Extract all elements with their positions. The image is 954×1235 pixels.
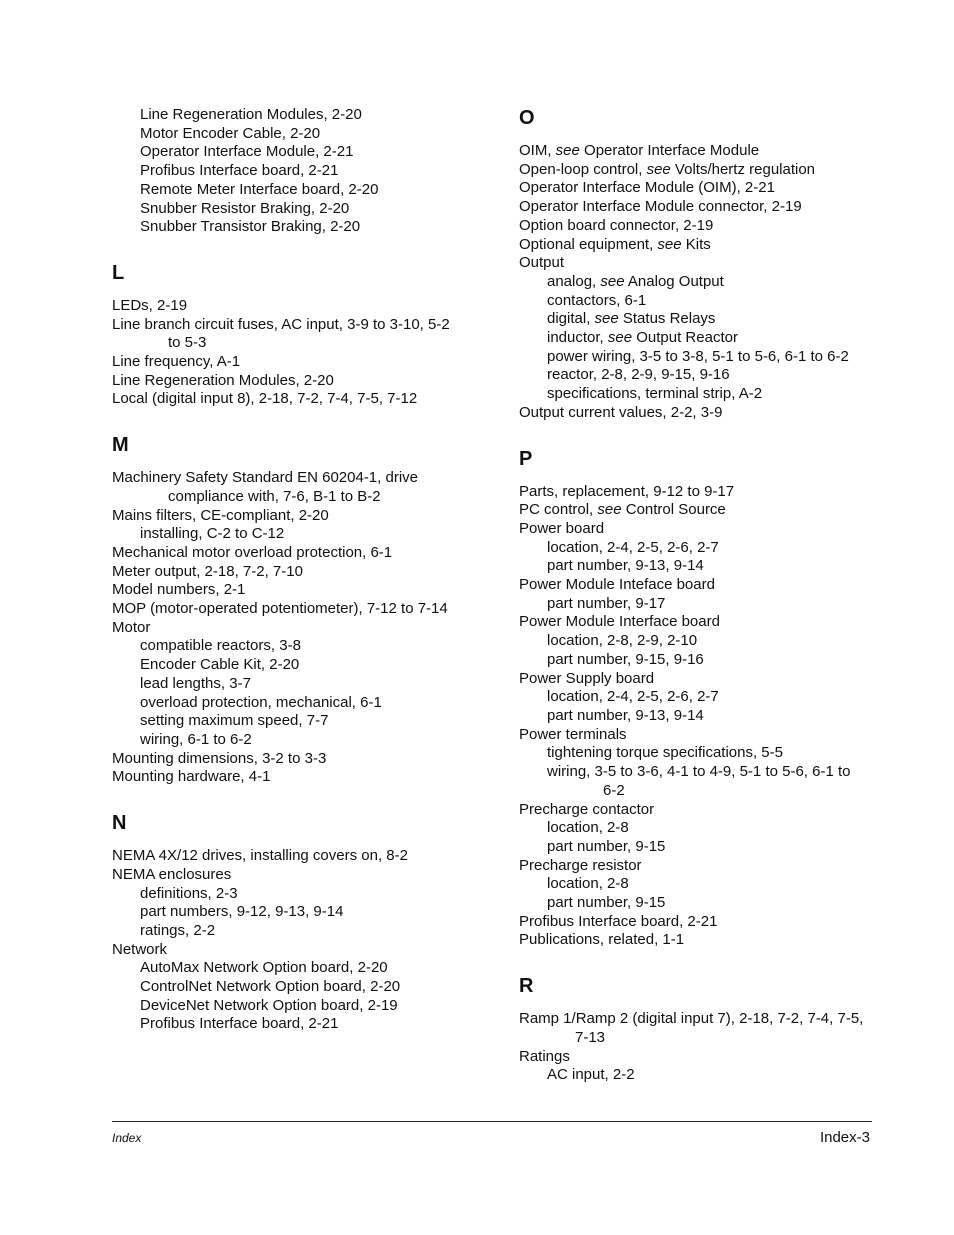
index-subentry [519, 1066, 879, 1085]
entry-text: specifications, terminal strip, A-2 [547, 385, 763, 403]
entry-text: Model numbers, 2-1 [112, 581, 246, 599]
index-entry [519, 198, 879, 217]
see-reference: see [600, 272, 625, 290]
see-reference: see [597, 501, 622, 519]
index-subentry [519, 348, 879, 367]
index-entry [112, 847, 492, 866]
index-entry-continuation [519, 782, 879, 801]
index-entry [519, 501, 879, 520]
index-column-left [112, 106, 492, 1034]
index-subentry [519, 651, 879, 670]
entry-text: Machinery Safety Standard EN 60204-1, drive [112, 469, 418, 487]
index-entry [519, 520, 879, 539]
index-entry [112, 600, 492, 619]
index-entry [519, 857, 879, 876]
entry-text: AC input, 2-2 [547, 1066, 635, 1084]
index-entry [112, 581, 492, 600]
index-column-right [519, 106, 879, 1085]
index-subentry [112, 885, 492, 904]
index-entry [519, 913, 879, 932]
entry-text: Motor [112, 618, 151, 636]
entry-text: lead lengths, 3-7 [140, 674, 251, 692]
index-subentry [112, 525, 492, 544]
entry-text: Volts/hertz regulation [670, 160, 816, 178]
index-entry [519, 576, 879, 595]
entry-text: wiring, 6-1 to 6-2 [140, 730, 252, 748]
entry-text: Mounting dimensions, 3-2 to 3-3 [112, 749, 327, 767]
index-subentry [112, 731, 492, 750]
entry-text: part number, 9-15 [547, 837, 666, 855]
index-subentry [112, 125, 492, 144]
entry-text: 7-13 [575, 1028, 606, 1046]
entry-text: OIM, [519, 142, 556, 159]
index-entry [112, 297, 492, 316]
entry-text: Precharge resistor [519, 856, 642, 874]
entry-text: compatible reactors, 3-8 [140, 637, 301, 655]
entry-text: Meter output, 2-18, 7-2, 7-10 [112, 562, 303, 580]
entry-text: Publications, related, 1-1 [519, 931, 685, 949]
index-entry [519, 254, 879, 273]
entry-text: ControlNet Network Option board, 2-20 [140, 978, 401, 996]
entry-text: Power Module Inteface board [519, 576, 715, 594]
entry-text: overload protection, mechanical, 6-1 [140, 693, 382, 711]
index-subentry [519, 819, 879, 838]
entry-text: Profibus Interface board, 2-21 [140, 1015, 339, 1033]
index-entry [112, 507, 492, 526]
entry-text: inductor, [547, 329, 608, 347]
index-section-letter: R [519, 975, 534, 998]
index-subentry [112, 637, 492, 656]
index-entry [519, 1010, 879, 1029]
entry-text: LEDs, 2-19 [112, 296, 188, 314]
index-subentry [112, 959, 492, 978]
entry-text: Operator Interface Module (OIM), 2-21 [519, 179, 775, 197]
entry-text: Line Regeneration Modules, 2-20 [140, 106, 362, 123]
entry-text: Operator Interface Module connector, 2-19 [519, 198, 802, 216]
index-entry [519, 161, 879, 180]
entry-text: MOP (motor-operated potentiometer), 7-12 to 7-14 [112, 600, 448, 618]
entry-text: Ratings [519, 1047, 570, 1065]
entry-text: Precharge contactor [519, 800, 655, 818]
entry-text: Line branch circuit fuses, AC input, 3-9 to 3-10, 5-2 [112, 315, 450, 333]
entry-text: part number, 9-17 [547, 594, 666, 612]
entry-text: Power board [519, 519, 605, 537]
entry-text: Kits [681, 235, 711, 253]
entry-text: contactors, 6-1 [547, 291, 647, 309]
entry-text: Analog Output [624, 272, 724, 290]
entry-text: location, 2-8, 2-9, 2-10 [547, 632, 698, 650]
entry-text: reactor, 2-8, 2-9, 9-15, 9-16 [547, 366, 730, 384]
index-subentry [112, 656, 492, 675]
index-subentry [519, 838, 879, 857]
entry-text: Output current values, 2-2, 3-9 [519, 403, 723, 421]
index-entry [112, 563, 492, 582]
entry-text: Operator Interface Module, 2-21 [140, 143, 354, 161]
index-entry [519, 483, 879, 502]
index-subentry [519, 366, 879, 385]
entry-text: Network [112, 940, 168, 958]
index-entry [112, 768, 492, 787]
entry-text: Parts, replacement, 9-12 to 9-17 [519, 482, 735, 500]
footer-rule [112, 1121, 872, 1122]
footer-section-label: Index [112, 1131, 142, 1145]
entry-text: Line Regeneration Modules, 2-20 [112, 371, 334, 389]
entry-text: Mains filters, CE-compliant, 2-20 [112, 506, 329, 524]
entry-text: installing, C-2 to C-12 [140, 525, 285, 543]
index-subentry [112, 903, 492, 922]
see-reference: see [657, 235, 682, 253]
entry-text: tightening torque specifications, 5-5 [547, 744, 783, 762]
entry-text: Mounting hardware, 4-1 [112, 768, 271, 786]
index-subentry [519, 310, 879, 329]
index-subentry [519, 595, 879, 614]
index-entry [519, 801, 879, 820]
index-subentry [112, 181, 492, 200]
see-reference: see [594, 310, 619, 328]
entry-text: 6-2 [603, 781, 625, 799]
entry-text: to 5-3 [168, 334, 207, 352]
entry-text: PC control, [519, 501, 598, 519]
entry-text: Open-loop control, [519, 160, 647, 178]
index-section-letter: M [112, 434, 129, 457]
index-subentry [112, 675, 492, 694]
entry-text: part number, 9-13, 9-14 [547, 706, 704, 724]
index-subentry [519, 329, 879, 348]
entry-text: NEMA 4X/12 drives, installing covers on, 8-2 [112, 847, 408, 865]
index-subentry [519, 632, 879, 651]
entry-text: location, 2-4, 2-5, 2-6, 2-7 [547, 538, 719, 556]
index-entry [519, 726, 879, 745]
index-entry [519, 179, 879, 198]
index-entry [112, 619, 492, 638]
index-section-letter: N [112, 812, 127, 835]
see-reference: see [607, 329, 633, 347]
entry-text: Output Reactor [632, 329, 738, 347]
entry-text: Output [519, 254, 565, 272]
index-subentry [519, 688, 879, 707]
entry-text: digital, [547, 310, 595, 328]
index-subentry [519, 539, 879, 558]
index-subentry [519, 875, 879, 894]
index-subentry [112, 997, 492, 1016]
entry-text: ratings, 2-2 [140, 921, 216, 939]
entry-text: Profibus Interface board, 2-21 [519, 912, 718, 930]
entry-text: Profibus Interface board, 2-21 [140, 162, 339, 180]
index-entry [112, 544, 492, 563]
entry-text: Mechanical motor overload protection, 6-1 [112, 543, 393, 561]
entry-text: location, 2-8 [547, 819, 629, 837]
entry-text: Option board connector, 2-19 [519, 216, 714, 234]
entry-text: definitions, 2-3 [140, 884, 238, 902]
see-reference: see [646, 160, 671, 178]
entry-text: Control Source [621, 501, 726, 519]
entry-text: AutoMax Network Option board, 2-20 [140, 959, 388, 977]
entry-text: location, 2-8 [547, 875, 629, 893]
index-entry [112, 866, 492, 885]
entry-text: Snubber Resistor Braking, 2-20 [140, 199, 350, 217]
index-section-letter: P [519, 447, 533, 470]
entry-text: Operator Interface Module [579, 142, 760, 159]
index-entry [519, 217, 879, 236]
index-entry [519, 142, 879, 161]
entry-text: setting maximum speed, 7-7 [140, 712, 329, 730]
index-subentry [519, 273, 879, 292]
index-entry [519, 613, 879, 632]
index-subentry [112, 922, 492, 941]
index-subentry [112, 106, 492, 125]
entry-text: part number, 9-15, 9-16 [547, 650, 704, 668]
index-entry [112, 469, 492, 488]
index-entry [112, 353, 492, 372]
index-subentry [519, 707, 879, 726]
index-subentry [112, 200, 492, 219]
entry-text: Status Relays [618, 310, 716, 328]
index-subentry [519, 894, 879, 913]
entry-text: Ramp 1/Ramp 2 (digital input 7), 2-18, 7-2, 7-4, 7-5, [519, 1010, 864, 1028]
index-subentry [519, 763, 879, 782]
index-section-letter: O [519, 107, 535, 129]
index-entry [112, 941, 492, 960]
entry-text: NEMA enclosures [112, 865, 232, 883]
entry-text: Encoder Cable Kit, 2-20 [140, 656, 300, 674]
index-subentry [112, 978, 492, 997]
index-entry [519, 670, 879, 689]
index-entry [519, 931, 879, 950]
entry-text: location, 2-4, 2-5, 2-6, 2-7 [547, 688, 719, 706]
entry-text: wiring, 3-5 to 3-6, 4-1 to 4-9, 5-1 to 5-6, 6-1 to [547, 763, 851, 781]
index-subentry [112, 218, 492, 237]
index-subentry [112, 712, 492, 731]
entry-text: compliance with, 7-6, B-1 to B-2 [168, 487, 381, 505]
index-entry [112, 316, 492, 335]
entry-text: Power Module Interface board [519, 613, 720, 631]
entry-text: Local (digital input 8), 2-18, 7-2, 7-4, 7-5, 7-12 [112, 390, 418, 408]
index-subentry [112, 143, 492, 162]
see-reference: see [555, 142, 580, 159]
entry-text: power wiring, 3-5 to 3-8, 5-1 to 5-6, 6-1 to 6-2 [547, 347, 849, 365]
index-subentry [519, 744, 879, 763]
index-subentry [519, 557, 879, 576]
index-entry [519, 1048, 879, 1067]
index-entry-continuation [112, 334, 492, 353]
index-entry [519, 236, 879, 255]
entry-text: part number, 9-13, 9-14 [547, 557, 704, 575]
index-subentry [519, 292, 879, 311]
entry-text: analog, [547, 272, 601, 290]
entry-text: Optional equipment, [519, 235, 658, 253]
index-entry [112, 750, 492, 769]
entry-text: part numbers, 9-12, 9-13, 9-14 [140, 903, 344, 921]
entry-text: DeviceNet Network Option board, 2-19 [140, 996, 398, 1014]
entry-text: Snubber Transistor Braking, 2-20 [140, 218, 361, 236]
index-entry [112, 390, 492, 409]
index-entry-continuation [519, 1029, 879, 1048]
index-subentry [519, 385, 879, 404]
entry-text: part number, 9-15 [547, 894, 666, 912]
index-subentry [112, 1015, 492, 1034]
index-entry [519, 404, 879, 423]
entry-text: Power terminals [519, 725, 627, 743]
index-entry-continuation [112, 488, 492, 507]
footer-page-number: Index-3 [819, 1129, 870, 1146]
index-subentry [112, 694, 492, 713]
entry-text: Line frequency, A-1 [112, 353, 241, 371]
entry-text: Remote Meter Interface board, 2-20 [140, 180, 379, 198]
index-section-letter: L [112, 261, 125, 284]
entry-text: Motor Encoder Cable, 2-20 [140, 124, 321, 142]
index-subentry [112, 162, 492, 181]
index-entry [112, 372, 492, 391]
entry-text: Power Supply board [519, 669, 655, 687]
